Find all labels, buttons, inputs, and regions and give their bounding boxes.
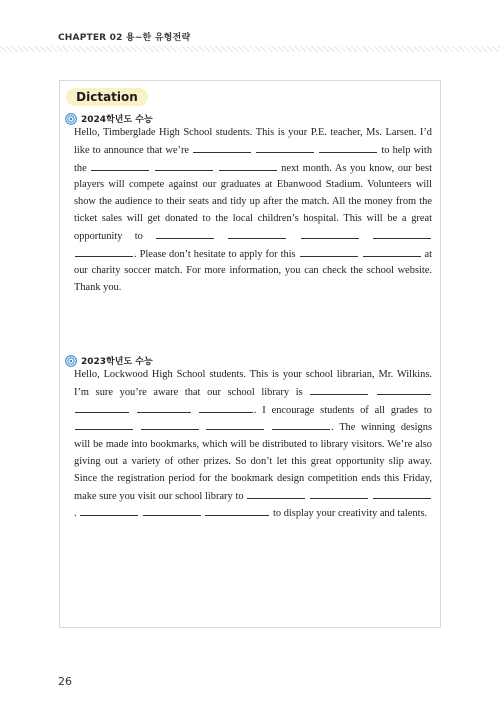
answer-blank[interactable] (91, 160, 149, 171)
passage-text: at our charity soccer match. For more information, you can check the school website. Thank you. (74, 248, 432, 294)
answer-blank[interactable] (363, 246, 421, 257)
answer-blank[interactable] (199, 402, 253, 413)
answer-blank[interactable] (205, 505, 269, 516)
section-heading-label: 2024학년도 수능 (81, 115, 153, 125)
passage-text: Please don’t hesitate to apply for this (139, 248, 296, 260)
passage-text: Hello, Lockwood High School students. This is your school librarian, Mr. Wilkins. I’m sure you’re aware that our school library is (74, 369, 432, 398)
answer-blank[interactable] (373, 228, 431, 239)
answer-blank[interactable] (137, 402, 191, 413)
passage-text: . I encourage students of all grades to (253, 404, 432, 416)
passage-2023 (74, 367, 432, 523)
answer-blank[interactable] (247, 488, 305, 499)
answer-blank[interactable] (319, 142, 377, 153)
passage-text: . (74, 508, 77, 520)
section-heading-2023 (65, 354, 153, 367)
answer-blank[interactable] (300, 246, 358, 257)
answer-blank[interactable] (310, 384, 368, 395)
answer-blank[interactable] (141, 419, 199, 430)
answer-blank[interactable] (219, 160, 277, 171)
passage-2024 (74, 125, 432, 297)
answer-blank[interactable] (143, 505, 201, 516)
passage-text: next month. As you know, our best players will compete against our graduates at Ebanwood Stadium. Volunteers will show the audience to their seats and tidy up after the match. All the money from the ticket sales will get donated to the local children’s hospital. This will be a great opportunity to (74, 162, 432, 242)
passage-text: . The winning designs will be made into bookmarks, which will be distributed to library visitors. We’re also giving out a variety of other prizes. So don’t let this great opportunity slip away. Since the registration period for the bookmark design competition ends this Friday, make sure you visit our school library to (74, 422, 432, 502)
answer-blank[interactable] (75, 419, 133, 430)
target-icon (65, 113, 77, 125)
target-icon (65, 355, 77, 367)
answer-blank[interactable] (75, 246, 133, 257)
answer-blank[interactable] (228, 228, 286, 239)
dictation-panel (59, 80, 441, 628)
section-heading-label: 2023학년도 수능 (81, 357, 153, 367)
dictation-tag: Dictation (66, 88, 148, 106)
answer-blank[interactable] (80, 505, 138, 516)
page-number: 26 (58, 675, 72, 688)
answer-blank[interactable] (373, 488, 431, 499)
answer-blank[interactable] (301, 228, 359, 239)
answer-blank[interactable] (272, 419, 330, 430)
answer-blank[interactable] (75, 402, 129, 413)
answer-blank[interactable] (193, 142, 251, 153)
answer-blank[interactable] (377, 384, 431, 395)
answer-blank[interactable] (256, 142, 314, 153)
answer-blank[interactable] (206, 419, 264, 430)
section-heading-2024 (65, 112, 153, 125)
chapter-header: CHAPTER 02 용~한 유형전략 (58, 33, 191, 43)
answer-blank[interactable] (310, 488, 368, 499)
answer-blank[interactable] (155, 160, 213, 171)
passage-text: to help with the (74, 144, 433, 174)
passage-text: . (134, 248, 137, 260)
passage-text: to display your creativity and talents. (273, 508, 428, 520)
answer-blank[interactable] (156, 228, 214, 239)
passage-text: Hello, Timberglade High School students. This is your P.E. teacher, Ms. Larsen. I’d like to announce that we’re (74, 127, 432, 156)
header-divider (0, 46, 500, 52)
